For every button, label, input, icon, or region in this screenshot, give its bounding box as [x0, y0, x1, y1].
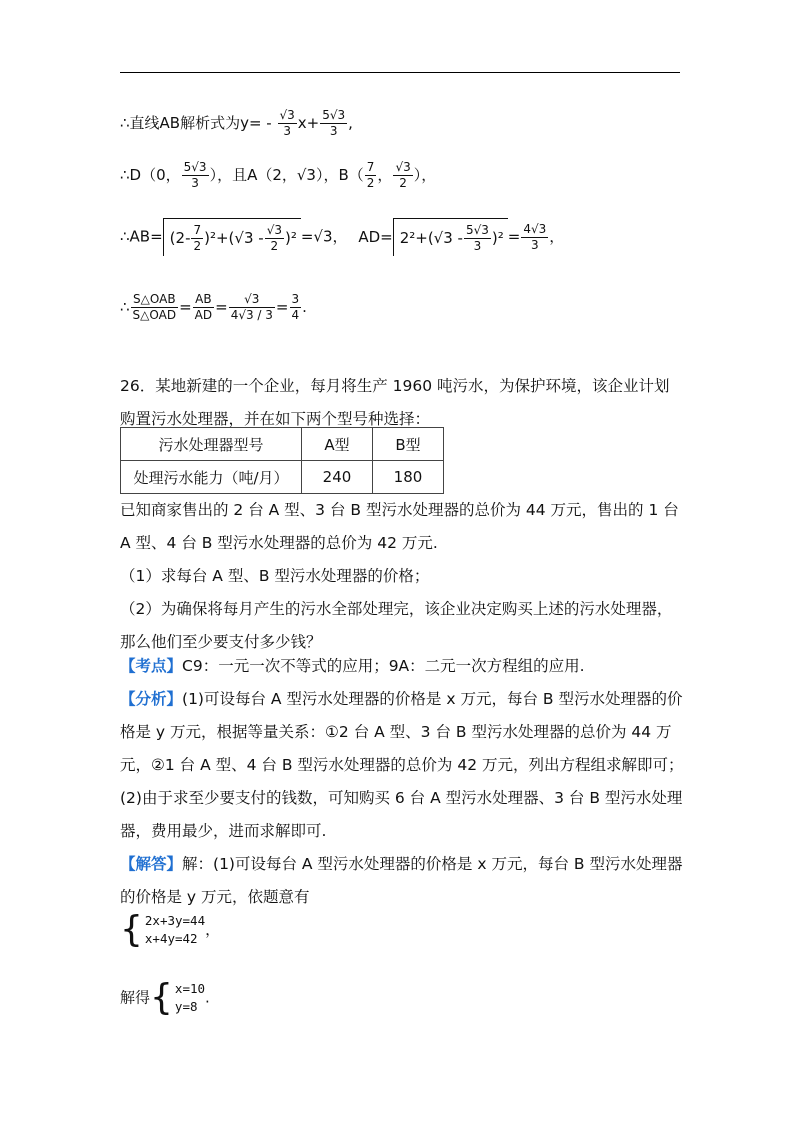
question-2: （2）为确保将每月产生的污水全部处理完，该企业决定购买上述的污水处理器，那么他们至少要支付多少钱？	[120, 600, 673, 651]
text: =	[275, 298, 289, 316]
spec-table	[120, 427, 444, 494]
question-1: （1）求每台 A 型、B 型污水处理器的价格；	[120, 567, 430, 585]
fraction: $\frac{5√3}{3}$	[183, 160, 207, 190]
equation-line-ab	[120, 108, 353, 139]
text: =	[179, 298, 192, 316]
header-rule	[120, 72, 680, 73]
problem-statement: 26．某地新建的一个企业，每月将生产 1960 吨污水，为保护环境，该企业计划购置污水处理器，并在如下两个型号种选择：	[120, 377, 670, 428]
text: ∴直线AB解析式为y= -	[120, 114, 272, 132]
system-lines: x=10 y=8	[174, 981, 206, 1014]
fraction: $\frac{\text{S△OAB}}{\text{S△OAD}}$	[132, 292, 177, 322]
jieda-block	[120, 848, 685, 914]
text: AD=	[358, 227, 393, 246]
text: .	[205, 988, 210, 1007]
table-cell: 240	[302, 461, 373, 494]
fenxi-text-2: (2)由于求至少要支付的钱数，可知购买 6 台 A 型污水处理器、3 台 B 型污水处理器，费用最少，进而求解即可.	[120, 789, 683, 840]
jieda-text: 解：(1)可设每台 A 型污水处理器的价格是 x 万元，每台 B 型污水处理器的价格是 y 万元，依题意有	[120, 855, 683, 906]
problem-condition: 已知商家售出的 2 台 A 型、3 台 B 型污水处理器的总价为 44 万元，售出的 1 台 A 型、4 台 B 型污水处理器的总价为 42 万元.	[120, 501, 679, 552]
text: ∴	[120, 298, 130, 316]
fraction: $\frac{5√3}{3}$	[322, 108, 346, 138]
text: =	[507, 227, 521, 246]
fraction: $\frac{√3}{4√3 / 3}$	[230, 292, 273, 322]
table-row	[121, 461, 444, 494]
text: ∴AB=	[120, 227, 163, 246]
text: ，	[205, 920, 221, 939]
text: 解得	[120, 988, 151, 1007]
equation-line-area-ratio	[120, 292, 307, 323]
equation-system	[120, 909, 221, 950]
fenxi-text-1: (1)可设每台 A 型污水处理器的价格是 x 万元，每台 B 型污水处理器的价格是 y 万元，根据等量关系：①2 台 A 型、3 台 B 型污水处理器的总价为 44 万元，②1 台 A 型、4 台 B 型污水处理器的总价为 42 万元，列出方程组求解即可；	[120, 690, 684, 774]
radical: 2²+(√3 - $\frac{5√3}{3}$ )²	[393, 218, 508, 256]
text: ，	[377, 166, 393, 184]
text: ），B（	[315, 166, 364, 184]
radical: (2- $\frac{7}{2}$ )²+(√3 - $\frac{√3}{2}$ )²	[163, 218, 301, 256]
equation-line-lengths	[120, 218, 564, 256]
fraction: $\frac{4√3}{3}$	[523, 221, 547, 252]
brace: {	[120, 909, 143, 950]
table-cell: B型	[373, 428, 444, 461]
text: ），	[413, 166, 437, 184]
fenxi-tag: 【分析】	[120, 690, 183, 708]
text: =	[215, 298, 228, 316]
fraction: $\frac{AB}{AD}$	[194, 292, 213, 322]
text: √3	[296, 166, 316, 184]
text: ∴D（0，	[120, 166, 181, 184]
brace: {	[150, 977, 173, 1018]
kaodian-text: C9：一元一次不等式的应用；9A：二元一次方程组的应用.	[182, 657, 585, 675]
text: ，	[549, 227, 565, 246]
table-cell: 180	[373, 461, 444, 494]
fraction: $\frac{7}{2}$	[366, 160, 375, 190]
fenxi-block	[120, 683, 685, 782]
jieda-tag: 【解答】	[120, 855, 183, 873]
text: =√3，	[300, 227, 348, 246]
system-lines: 2x+3y=44 x+4y=42	[144, 913, 206, 946]
kaodian-tag: 【考点】	[120, 657, 183, 675]
table-row	[121, 428, 444, 461]
text: ），且A（2，	[209, 166, 297, 184]
table-cell: A型	[302, 428, 373, 461]
solution-result	[120, 977, 210, 1018]
text: .	[302, 298, 307, 316]
text: ,	[348, 114, 353, 132]
equation-line-points	[120, 160, 436, 191]
fraction: $\frac{√3}{2}$	[395, 160, 411, 190]
fraction: $\frac{√3}{3}$	[279, 108, 295, 138]
kaodian-line	[120, 650, 685, 683]
text: x+	[297, 114, 320, 132]
fraction: $\frac{3}{4}$	[291, 292, 300, 322]
table-cell: 处理污水能力（吨/月）	[121, 461, 302, 494]
table-cell: 污水处理器型号	[121, 428, 302, 461]
